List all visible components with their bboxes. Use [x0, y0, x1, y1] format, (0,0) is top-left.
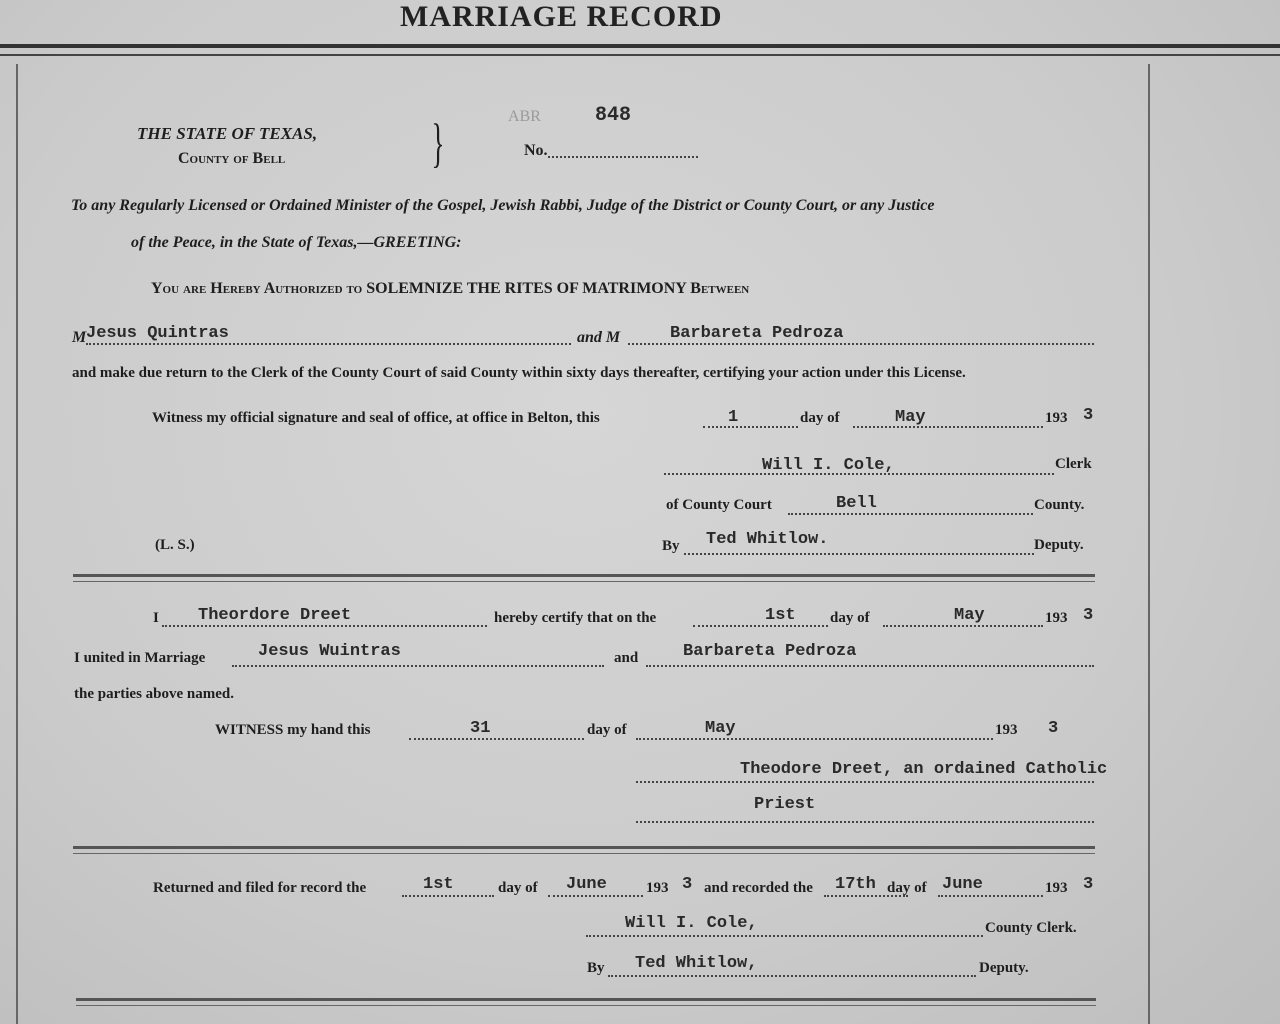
hand-year-digit: 3 — [1048, 719, 1059, 738]
county-clerk-line — [586, 935, 983, 937]
recorded-year-digit: 3 — [1083, 875, 1094, 894]
witness-month-line — [853, 426, 1043, 428]
witness-year-prefix: 193 — [1045, 410, 1068, 426]
section-rule-1b — [73, 581, 1095, 582]
recorded-text: and recorded the — [704, 880, 813, 896]
cert-day: 1st — [765, 606, 796, 625]
sig-line-1 — [636, 781, 1094, 783]
cert-month-line — [883, 625, 1043, 627]
hand-day-line — [409, 738, 584, 740]
record-number: 848 — [595, 104, 632, 127]
top-rule-thin — [0, 54, 1280, 56]
state-line: THE STATE OF TEXAS, — [137, 124, 318, 143]
faint-stamp: ABR — [508, 108, 541, 125]
return-text: and make due return to the Clerk of the County Court of said County within sixty days thereafter, certifying your action under this License. — [72, 365, 966, 381]
witness-month: May — [895, 408, 926, 427]
officiant-name: Theordore Dreet — [198, 606, 352, 625]
officiant-line — [162, 625, 487, 627]
sig-officiant-line1: Theodore Dreet, an ordained Catholic — [740, 760, 1108, 779]
hand-month-line — [636, 738, 993, 740]
section-rule-3b — [76, 1005, 1096, 1006]
by-label-2: By — [587, 960, 605, 976]
cert-year-prefix: 193 — [1045, 610, 1068, 626]
cert-year-digit: 3 — [1083, 606, 1094, 625]
witness-hand-text: WITNESS my hand this — [215, 722, 371, 738]
certify-text: hereby certify that on the — [494, 610, 657, 626]
top-rule-thick — [0, 44, 1280, 48]
deputy-line-1 — [684, 553, 1034, 555]
record-no-label: No. — [524, 142, 548, 159]
county-line: County of Bell — [178, 150, 286, 167]
recorded-month-line — [938, 895, 1043, 897]
right-border — [1148, 64, 1150, 1024]
hand-day-of: day of — [587, 722, 627, 738]
hand-month: May — [705, 719, 736, 738]
deputy-line-2 — [608, 975, 976, 977]
by-label-1: By — [662, 538, 680, 554]
greeting-line-1: To any Regularly Licensed or Ordained Minister of the Gospel, Jewish Rabbi, Judge of the District or County Court, or any Justice — [71, 197, 935, 214]
section-rule-2b — [73, 853, 1095, 854]
record-no-line — [548, 156, 698, 158]
cert-and: and — [614, 650, 639, 666]
witness-day-line — [703, 426, 798, 428]
filed-year-digit: 3 — [682, 875, 693, 894]
witness-day-of: day of — [800, 410, 840, 426]
parties-text: the parties above named. — [74, 686, 234, 702]
page-title: MARRIAGE RECORD — [400, 0, 723, 33]
greeting-line-2: of the Peace, in the State of Texas,—GREETING: — [131, 234, 462, 251]
county-clerk-name: Will I. Cole, — [625, 914, 758, 933]
filed-year-prefix: 193 — [646, 880, 669, 896]
recorded-day-of: day of — [887, 880, 927, 896]
cert-groom: Jesus Wuintras — [258, 642, 401, 661]
sig-officiant-line2: Priest — [754, 795, 816, 814]
recorded-day: 17th — [835, 875, 876, 894]
authorization-text: You are Hereby Authorized to SOLEMNIZE THE RITES OF MATRIMONY Between — [151, 280, 750, 297]
cert-i: I — [153, 610, 159, 626]
deputy-label-1: Deputy. — [1034, 537, 1084, 553]
county-line-blank — [788, 513, 1033, 515]
deputy-name-1: Ted Whitlow. — [706, 530, 829, 549]
recorded-year-prefix: 193 — [1045, 880, 1068, 896]
witness-day: 1 — [728, 408, 739, 427]
recorded-month: June — [942, 875, 983, 894]
cert-bride: Barbareta Pedroza — [683, 642, 857, 661]
witness-clerk-text: Witness my official signature and seal of office, at office in Belton, this — [152, 410, 600, 426]
section-rule-3 — [76, 998, 1096, 1001]
county-clerk-label: County Clerk. — [985, 920, 1077, 936]
filed-day-line — [402, 895, 494, 897]
bride-line — [628, 343, 1094, 345]
groom-line — [86, 343, 571, 345]
filed-day: 1st — [423, 875, 454, 894]
filed-month-line — [548, 895, 643, 897]
united-text: I united in Marriage — [74, 650, 206, 666]
deputy-label-2: Deputy. — [979, 960, 1029, 976]
cert-bride-line — [646, 665, 1094, 667]
section-rule-1 — [73, 574, 1095, 577]
filed-day-of: day of — [498, 880, 538, 896]
hand-year-prefix: 193 — [995, 722, 1018, 738]
county-label: County. — [1034, 497, 1085, 513]
cert-day-of: day of — [830, 610, 870, 626]
section-rule-2 — [73, 846, 1095, 849]
of-county-court: of County Court — [666, 497, 772, 513]
cert-month: May — [954, 606, 985, 625]
m-prefix-1: M — [72, 329, 87, 346]
cert-groom-line — [232, 665, 604, 667]
left-border — [16, 64, 18, 1024]
cert-day-line — [693, 625, 828, 627]
deputy-name-2: Ted Whitlow, — [635, 954, 758, 973]
groom-name: Jesus Quintras — [86, 324, 229, 343]
county-name: Bell — [836, 494, 877, 513]
bride-name: Barbareta Pedroza — [670, 324, 844, 343]
clerk-name: Will I. Cole, — [762, 456, 895, 475]
filed-month: June — [566, 875, 607, 894]
hand-day: 31 — [470, 719, 491, 738]
and-m-label: and M — [577, 329, 621, 346]
brace: } — [431, 113, 445, 173]
witness-year-digit: 3 — [1083, 406, 1094, 425]
clerk-title: Clerk — [1055, 456, 1092, 472]
returned-text: Returned and filed for record the — [153, 880, 367, 896]
sig-line-2 — [636, 821, 1094, 823]
ls-seal: (L. S.) — [155, 537, 195, 553]
